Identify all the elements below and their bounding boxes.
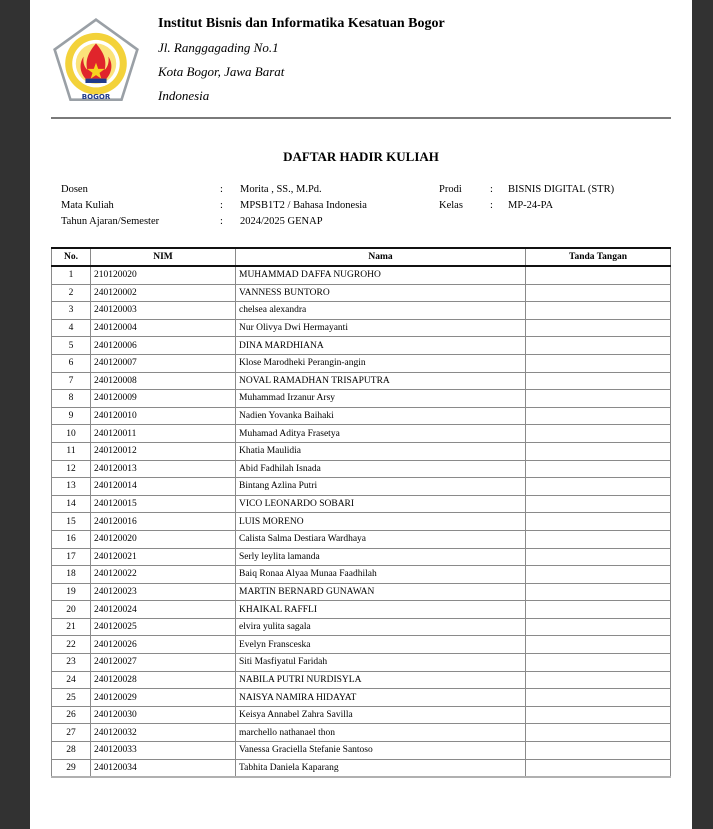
- cell-nim: 240120002: [91, 284, 236, 302]
- table-row: [52, 601, 671, 619]
- header-divider: [51, 117, 671, 119]
- address-line-1: Jl. Ranggagading No.1: [158, 40, 279, 55]
- cell-nama: NAISYA NAMIRA HIDAYAT: [236, 689, 526, 707]
- cell-nim: 240120025: [91, 618, 236, 636]
- cell-no: 23: [52, 654, 91, 672]
- meta-colon: :: [220, 200, 223, 211]
- cell-no: 5: [52, 337, 91, 355]
- table-row: [52, 319, 671, 337]
- table-row: [52, 636, 671, 654]
- cell-tanda-tangan: [526, 442, 671, 460]
- meta-label-tahun-ajaran: Tahun Ajaran/Semester: [61, 216, 160, 227]
- cell-nama: Calista Salma Destiara Wardhaya: [236, 530, 526, 548]
- cell-nim: 240120016: [91, 513, 236, 531]
- cell-nim: 240120034: [91, 759, 236, 777]
- table-body: [52, 266, 671, 777]
- meta-left-colons: [220, 182, 223, 230]
- header-nama: Nama: [236, 248, 526, 266]
- cell-nama: DINA MARDHIANA: [236, 337, 526, 355]
- table-row: [52, 337, 671, 355]
- cell-tanda-tangan: [526, 759, 671, 777]
- table-row: [52, 759, 671, 777]
- cell-no: 15: [52, 513, 91, 531]
- cell-no: 9: [52, 407, 91, 425]
- table-row: [52, 478, 671, 496]
- cell-no: 24: [52, 671, 91, 689]
- cell-no: 2: [52, 284, 91, 302]
- cell-tanda-tangan: [526, 706, 671, 724]
- cell-no: 20: [52, 601, 91, 619]
- meta-colon: :: [490, 200, 493, 211]
- cell-nim: 240120022: [91, 566, 236, 584]
- cell-nim: 240120013: [91, 460, 236, 478]
- table-row: [52, 302, 671, 320]
- table-row: [52, 390, 671, 408]
- cell-nama: Khatia Maulidia: [236, 442, 526, 460]
- meta-value-dosen: Morita , SS., M.Pd.: [240, 184, 322, 195]
- header-tanda-tangan: Tanda Tangan: [526, 248, 671, 266]
- document-page: [30, 0, 692, 829]
- meta-label-prodi: Prodi: [439, 184, 462, 195]
- cell-tanda-tangan: [526, 618, 671, 636]
- table-row: [52, 671, 671, 689]
- meta-colon: :: [220, 184, 223, 195]
- cell-no: 26: [52, 706, 91, 724]
- cell-no: 11: [52, 442, 91, 460]
- meta-label-mata-kuliah: Mata Kuliah: [61, 200, 114, 211]
- cell-nama: elvira yulita sagala: [236, 618, 526, 636]
- cell-nim: 240120028: [91, 671, 236, 689]
- cell-no: 6: [52, 354, 91, 372]
- meta-colon: :: [220, 216, 223, 227]
- cell-tanda-tangan: [526, 372, 671, 390]
- cell-no: 3: [52, 302, 91, 320]
- cell-no: 4: [52, 319, 91, 337]
- cell-no: 1: [52, 266, 91, 284]
- table-row: [52, 284, 671, 302]
- cell-tanda-tangan: [526, 337, 671, 355]
- cell-nama: Bintang Azlina Putri: [236, 478, 526, 496]
- cell-nim: 240120029: [91, 689, 236, 707]
- cell-nim: 240120020: [91, 530, 236, 548]
- cell-no: 10: [52, 425, 91, 443]
- institution-logo-icon: [52, 17, 140, 105]
- cell-tanda-tangan: [526, 601, 671, 619]
- cell-tanda-tangan: [526, 513, 671, 531]
- cell-tanda-tangan: [526, 583, 671, 601]
- cell-no: 13: [52, 478, 91, 496]
- cell-no: 14: [52, 495, 91, 513]
- cell-nim: 240120010: [91, 407, 236, 425]
- table-row: [52, 654, 671, 672]
- table-row: [52, 548, 671, 566]
- cell-nim: 240120009: [91, 390, 236, 408]
- meta-right-labels: [439, 182, 463, 214]
- meta-colon: :: [490, 184, 493, 195]
- table-row: [52, 407, 671, 425]
- cell-nama: Muhamad Aditya Frasetya: [236, 425, 526, 443]
- cell-nama: chelsea alexandra: [236, 302, 526, 320]
- cell-tanda-tangan: [526, 478, 671, 496]
- cell-nama: LUIS MORENO: [236, 513, 526, 531]
- cell-nama: MUHAMMAD DAFFA NUGROHO: [236, 266, 526, 284]
- table-row: [52, 495, 671, 513]
- cell-nama: Muhammad Irzanur Arsy: [236, 390, 526, 408]
- cell-tanda-tangan: [526, 319, 671, 337]
- cell-nama: MARTIN BERNARD GUNAWAN: [236, 583, 526, 601]
- table-row: [52, 742, 671, 760]
- meta-label-kelas: Kelas: [439, 200, 463, 211]
- cell-nim: 240120014: [91, 478, 236, 496]
- cell-nama: Evelyn Fransceska: [236, 636, 526, 654]
- cell-nim: 240120008: [91, 372, 236, 390]
- cell-tanda-tangan: [526, 548, 671, 566]
- cell-tanda-tangan: [526, 671, 671, 689]
- table-row: [52, 724, 671, 742]
- cell-no: 22: [52, 636, 91, 654]
- cell-nama: Nadien Yovanka Baihaki: [236, 407, 526, 425]
- cell-nama: Vanessa Graciella Stefanie Santoso: [236, 742, 526, 760]
- cell-no: 27: [52, 724, 91, 742]
- cell-nim: 240120012: [91, 442, 236, 460]
- cell-tanda-tangan: [526, 566, 671, 584]
- cell-tanda-tangan: [526, 636, 671, 654]
- cell-no: 29: [52, 759, 91, 777]
- cell-nama: Nur Olivya Dwi Hermayanti: [236, 319, 526, 337]
- cell-no: 8: [52, 390, 91, 408]
- cell-tanda-tangan: [526, 460, 671, 478]
- cell-tanda-tangan: [526, 742, 671, 760]
- cell-nim: 240120004: [91, 319, 236, 337]
- cell-nim: 240120015: [91, 495, 236, 513]
- cell-nim: 240120024: [91, 601, 236, 619]
- table-row: [52, 706, 671, 724]
- cell-nama: NOVAL RAMADHAN TRISAPUTRA: [236, 372, 526, 390]
- table-row: [52, 425, 671, 443]
- cell-tanda-tangan: [526, 724, 671, 742]
- cell-nim: 240120023: [91, 583, 236, 601]
- meta-label-dosen: Dosen: [61, 184, 88, 195]
- cell-no: 17: [52, 548, 91, 566]
- meta-left-values: [240, 182, 367, 230]
- cell-tanda-tangan: [526, 284, 671, 302]
- cell-nim: 240120007: [91, 354, 236, 372]
- table-row: [52, 689, 671, 707]
- cell-tanda-tangan: [526, 689, 671, 707]
- cell-nama: VANNESS BUNTORO: [236, 284, 526, 302]
- cell-nim: 240120006: [91, 337, 236, 355]
- header-no: No.: [52, 248, 91, 266]
- table-row: [52, 266, 671, 284]
- cell-nama: Siti Masfiyatul Faridah: [236, 654, 526, 672]
- cell-no: 21: [52, 618, 91, 636]
- table-row: [52, 530, 671, 548]
- institution-name: Institut Bisnis dan Informatika Kesatuan Bogor: [158, 16, 445, 31]
- document-title: DAFTAR HADIR KULIAH: [283, 149, 439, 164]
- meta-value-prodi: BISNIS DIGITAL (STR): [508, 184, 615, 195]
- table-row: [52, 442, 671, 460]
- table-header-row: [52, 248, 671, 266]
- table-row: [52, 354, 671, 372]
- cell-nim: 240120033: [91, 742, 236, 760]
- cell-no: 25: [52, 689, 91, 707]
- cell-no: 19: [52, 583, 91, 601]
- cell-nama: Tabhita Daniela Kaparang: [236, 759, 526, 777]
- table-row: [52, 583, 671, 601]
- svg-text:BOGOR: BOGOR: [81, 91, 111, 101]
- cell-nama: Baiq Ronaa Alyaa Munaa Faadhilah: [236, 566, 526, 584]
- table-row: [52, 618, 671, 636]
- cell-nim: 240120027: [91, 654, 236, 672]
- cell-nama: VICO LEONARDO SOBARI: [236, 495, 526, 513]
- institution-header: [158, 16, 445, 104]
- cell-nama: NABILA PUTRI NURDISYLA: [236, 671, 526, 689]
- cell-tanda-tangan: [526, 354, 671, 372]
- cell-tanda-tangan: [526, 390, 671, 408]
- cell-tanda-tangan: [526, 654, 671, 672]
- cell-nama: Serly leylita lamanda: [236, 548, 526, 566]
- cell-tanda-tangan: [526, 530, 671, 548]
- table-row: [52, 460, 671, 478]
- cell-no: 18: [52, 566, 91, 584]
- attendance-table: [51, 247, 671, 778]
- meta-value-kelas: MP-24-PA: [508, 200, 554, 211]
- cell-nim: 210120020: [91, 266, 236, 284]
- cell-nim: 240120003: [91, 302, 236, 320]
- cell-nama: marchello nathanael thon: [236, 724, 526, 742]
- cell-tanda-tangan: [526, 302, 671, 320]
- meta-value-mata-kuliah: MPSB1T2 / Bahasa Indonesia: [240, 200, 367, 211]
- address-line-2: Kota Bogor, Jawa Barat: [158, 64, 285, 79]
- meta-left-labels: [61, 182, 159, 230]
- cell-no: 7: [52, 372, 91, 390]
- cell-no: 16: [52, 530, 91, 548]
- cell-nim: 240120032: [91, 724, 236, 742]
- table-row: [52, 372, 671, 390]
- meta-right-colons: [490, 182, 493, 214]
- cell-nama: Abid Fadhilah Isnada: [236, 460, 526, 478]
- meta-value-tahun-ajaran: 2024/2025 GENAP: [240, 216, 323, 227]
- cell-nim: 240120026: [91, 636, 236, 654]
- cell-tanda-tangan: [526, 407, 671, 425]
- cell-tanda-tangan: [526, 425, 671, 443]
- cell-no: 12: [52, 460, 91, 478]
- cell-nama: KHAIKAL RAFFLI: [236, 601, 526, 619]
- table-row: [52, 566, 671, 584]
- header-nim: NIM: [91, 248, 236, 266]
- address-line-3: Indonesia: [158, 88, 210, 103]
- cell-nim: 240120030: [91, 706, 236, 724]
- cell-nim: 240120011: [91, 425, 236, 443]
- cell-nama: Keisya Annabel Zahra Savilla: [236, 706, 526, 724]
- cell-nim: 240120021: [91, 548, 236, 566]
- cell-nama: Klose Marodheki Perangin-angin: [236, 354, 526, 372]
- table-row: [52, 513, 671, 531]
- cell-no: 28: [52, 742, 91, 760]
- meta-right-values: [508, 182, 614, 214]
- cell-tanda-tangan: [526, 266, 671, 284]
- cell-tanda-tangan: [526, 495, 671, 513]
